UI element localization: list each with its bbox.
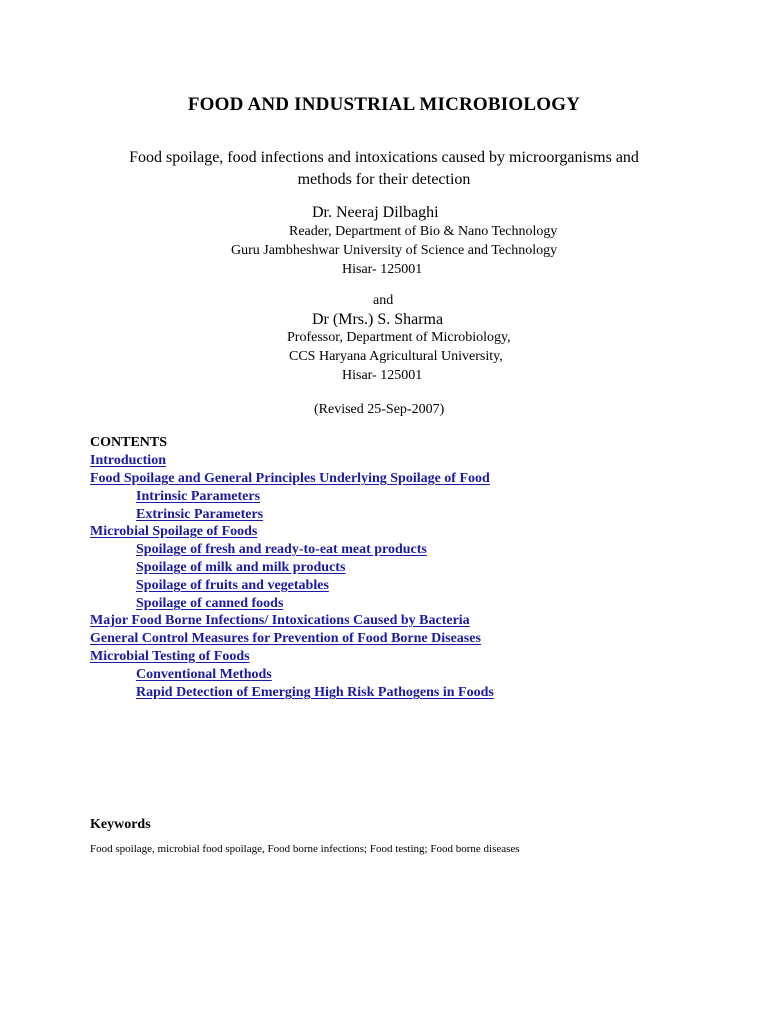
subtitle-line-1: Food spoilage, food infections and intoxications caused by microorganisms and <box>129 149 639 166</box>
keywords-heading: Keywords <box>90 817 151 832</box>
toc-link-microbial-spoilage[interactable]: Microbial Spoilage of Foods <box>90 524 258 539</box>
toc-link-rapid-detection[interactable]: Rapid Detection of Emerging High Risk Pathogens in Foods <box>136 685 494 700</box>
contents-heading: CONTENTS <box>90 435 168 450</box>
author-1-position: Reader, Department of Bio & Nano Technology <box>289 224 558 239</box>
toc-link-food-spoilage-principles[interactable]: Food Spoilage and General Principles Underlying Spoilage of Food <box>90 471 490 486</box>
subtitle-line-2: methods for their detection <box>297 171 471 188</box>
revision-date: (Revised 25-Sep-2007) <box>314 402 445 417</box>
author-2-city: Hisar- 125001 <box>342 368 423 383</box>
toc-link-meat-products[interactable]: Spoilage of fresh and ready-to-eat meat products <box>136 542 427 557</box>
author-2-institution: CCS Haryana Agricultural University, <box>289 349 503 364</box>
toc-link-introduction[interactable]: Introduction <box>90 453 166 468</box>
author-1-name: Dr. Neeraj Dilbaghi <box>312 204 439 221</box>
toc-link-extrinsic-parameters[interactable]: Extrinsic Parameters <box>136 507 264 522</box>
toc-link-food-borne-infections[interactable]: Major Food Borne Infections/ Intoxications Caused by Bacteria <box>90 613 470 628</box>
toc-link-control-measures[interactable]: General Control Measures for Prevention of Food Borne Diseases <box>90 631 481 646</box>
keywords-text: Food spoilage, microbial food spoilage, Food borne infections; Food testing; Food borne diseases <box>90 843 520 855</box>
document-title: FOOD AND INDUSTRIAL MICROBIOLOGY <box>187 94 581 115</box>
author-1-institution: Guru Jambheshwar University of Science and Technology <box>231 243 558 258</box>
author-2-position: Professor, Department of Microbiology, <box>287 330 511 345</box>
toc-link-microbial-testing[interactable]: Microbial Testing of Foods <box>90 649 250 664</box>
toc-link-canned-foods[interactable]: Spoilage of canned foods <box>136 596 284 611</box>
conjunction: and <box>373 293 394 308</box>
toc-link-fruits-vegetables[interactable]: Spoilage of fruits and vegetables <box>136 578 329 593</box>
toc-link-milk-products[interactable]: Spoilage of milk and milk products <box>136 560 346 575</box>
author-2-name: Dr (Mrs.) S. Sharma <box>312 311 444 328</box>
toc-link-conventional-methods[interactable]: Conventional Methods <box>136 667 272 682</box>
toc-link-intrinsic-parameters[interactable]: Intrinsic Parameters <box>136 489 261 504</box>
author-1-city: Hisar- 125001 <box>342 262 423 277</box>
